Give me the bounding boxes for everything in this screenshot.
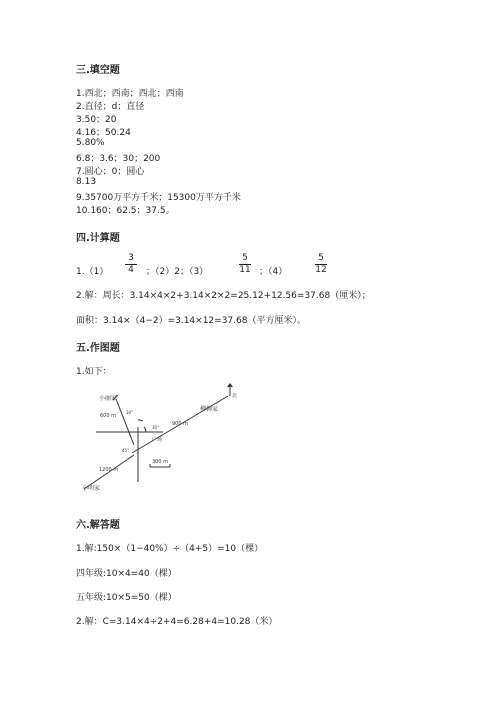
answer-line: 5.80% (76, 138, 105, 148)
answer-line: 10.160；62.5；37.5。 (76, 206, 175, 216)
calc-q3-line: 面积：3.14×（4−2）=3.14×12=37.68（平方厘米）。 (76, 316, 306, 326)
fraction-numerator: 5 (318, 253, 324, 263)
solution-line: 1.解:150×（1−40%）÷（4+5）=10（棵） (76, 544, 264, 554)
answer-line: 2.直径；d；直径 (76, 102, 145, 112)
section-5-title: 五.作图题 (76, 343, 120, 354)
fraction (238, 253, 252, 276)
label-angle-30a: 30° (126, 410, 134, 415)
fraction-denominator: 12 (315, 265, 327, 275)
section-4-title: 四.计算题 (76, 233, 120, 244)
calc-q1-part4: ；（4） (259, 267, 288, 277)
solution-line: 2.解：C=3.14×4÷2+4=6.28+4=10.28（米） (76, 617, 278, 627)
fraction-denominator: 11 (239, 265, 251, 275)
fraction (314, 253, 328, 276)
angle-arc (144, 427, 146, 432)
label-north: 北 (232, 393, 238, 399)
label-angle-30b: 30° (152, 425, 160, 430)
solution-line: 四年级:10×4=40（棵） (76, 569, 177, 579)
answer-line: 4.16；50.24 (76, 128, 131, 138)
calc-q1-part2: ；（2）2；（3） (146, 267, 209, 277)
label-xiaoli: 小丽家 (99, 395, 118, 402)
fraction-numerator: 3 (128, 253, 134, 263)
fraction-denominator: 4 (128, 265, 134, 275)
section-6-title: 六.解答题 (76, 520, 120, 531)
answer-line: 3.50；20 (76, 115, 117, 125)
answer-line: 7.圆心；0；圆心 (76, 167, 145, 177)
calc-q1-prefix: 1.（1） (76, 267, 109, 277)
answer-line: 1.西北；西南；西北；西南 (76, 89, 184, 99)
calc-q2-line: 2.解：周长：3.14×4×2+3.14×2×2=25.12+12.56=37.68（厘米）； (76, 291, 371, 301)
fraction (124, 253, 138, 276)
path-to-xiaoli (116, 399, 134, 445)
label-scale: 300 m (152, 459, 169, 465)
label-1200m: 1200 m (99, 467, 119, 473)
solution-line: 五年级:10×5=50（棵） (76, 593, 177, 603)
north-arrow-icon (227, 383, 233, 387)
angle-arc (138, 420, 143, 421)
answer-line: 6.8；3.6；30；200 (76, 154, 161, 164)
label-900m: 900 m (172, 421, 189, 427)
section-3-title: 三.填空题 (76, 65, 120, 76)
fraction-numerator: 5 (242, 253, 248, 263)
direction-diagram (82, 389, 248, 493)
label-angle-45: 45° (122, 448, 130, 453)
label-liuliu: 柳柳家 (200, 406, 219, 413)
answer-line: 9.35700万平方千米；15300万平方千米 (76, 193, 241, 203)
label-plaza: 广场 (152, 437, 163, 443)
label-xiaohong: 小明家 (82, 485, 101, 492)
answer-line: 8.13 (76, 177, 97, 187)
label-600m: 600 m (100, 413, 117, 419)
drawing-intro: 1.如下： (76, 367, 112, 377)
